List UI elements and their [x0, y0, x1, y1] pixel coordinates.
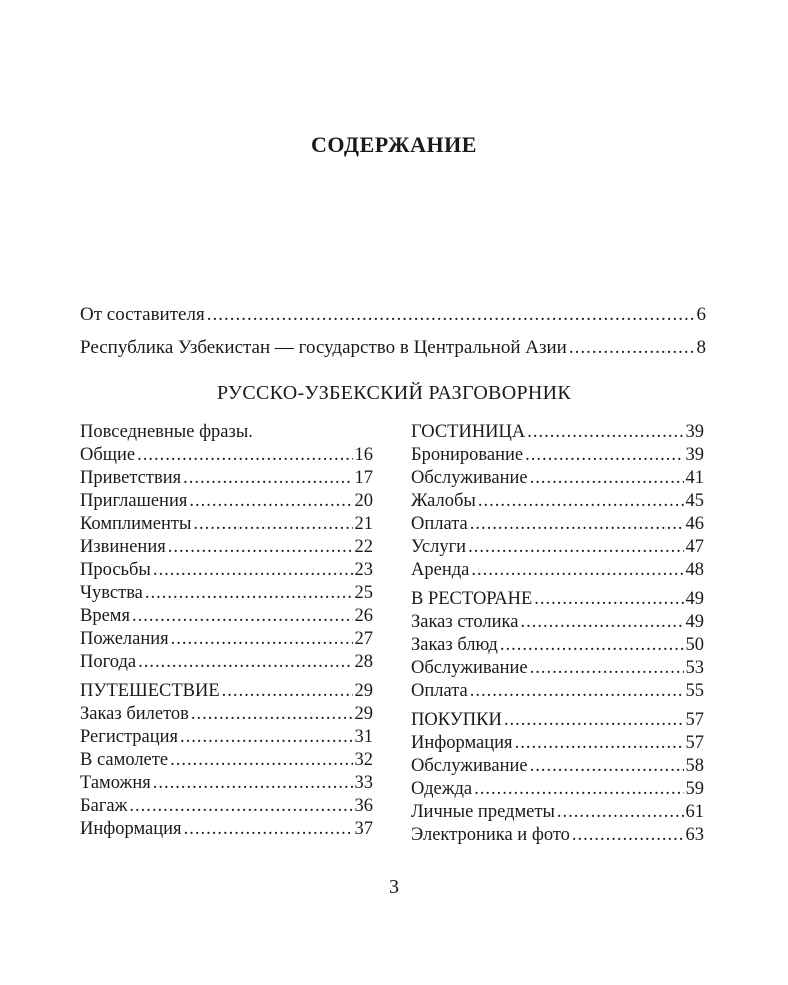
- leader-dots: [515, 732, 684, 755]
- leader-dots: [520, 611, 683, 634]
- leader-dots: [530, 657, 684, 680]
- toc-entry[interactable]: [411, 611, 704, 634]
- toc-entry-page: 6: [696, 304, 706, 325]
- toc-entry-page: 25: [354, 583, 373, 603]
- toc-entry[interactable]: [80, 818, 373, 841]
- toc-entry-label: Багаж: [80, 796, 128, 816]
- toc-entry[interactable]: [80, 490, 373, 513]
- toc-group-travel: [80, 680, 373, 841]
- toc-entry-uzbekistan[interactable]: [80, 331, 706, 364]
- toc-column-right: [411, 421, 704, 847]
- toc-entry[interactable]: [411, 824, 704, 847]
- leader-dots: [478, 490, 684, 513]
- leader-dots: [189, 490, 352, 513]
- leader-dots: [132, 605, 352, 628]
- toc-entry-label: Аренда: [411, 560, 470, 580]
- toc-entry-label: Приглашения: [80, 491, 188, 511]
- toc-group-header: Повседневные фразы.: [80, 422, 253, 442]
- toc-entry[interactable]: [411, 680, 704, 703]
- leader-dots: [184, 818, 353, 841]
- toc-entry[interactable]: [80, 605, 373, 628]
- toc-entry[interactable]: [80, 795, 373, 818]
- leader-dots: [180, 726, 352, 749]
- leader-dots: [470, 680, 684, 703]
- toc-entry[interactable]: [80, 467, 373, 490]
- toc-entry-page: 57: [685, 733, 704, 753]
- leader-dots: [153, 559, 353, 582]
- leader-dots: [527, 421, 683, 444]
- leader-dots: [137, 444, 352, 467]
- toc-entry-label: Погода: [80, 652, 137, 672]
- toc-column-left: [80, 421, 373, 841]
- toc-entry[interactable]: [411, 490, 704, 513]
- toc-entry-page: 23: [354, 560, 373, 580]
- toc-entry-label: ПОКУПКИ: [411, 710, 502, 730]
- toc-entry-label: Таможня: [80, 773, 151, 793]
- page-number: 3: [389, 876, 399, 898]
- toc-entry-label: Пожелания: [80, 629, 169, 649]
- toc-entry-page: 55: [685, 681, 704, 701]
- toc-entry-label: Общие: [80, 445, 136, 465]
- leader-dots: [534, 588, 683, 611]
- toc-entry-label: Время: [80, 606, 131, 626]
- toc-entry-page: 20: [354, 491, 373, 511]
- toc-entry-label: Услуги: [411, 537, 467, 557]
- toc-entry-page: 16: [354, 445, 373, 465]
- leader-dots: [129, 795, 352, 818]
- toc-entry-label: От составителя: [80, 304, 205, 325]
- toc-entry-page: 47: [685, 537, 704, 557]
- toc-entry[interactable]: [80, 726, 373, 749]
- toc-entry-label: Одежда: [411, 779, 473, 799]
- leader-dots: [557, 801, 684, 824]
- toc-entry[interactable]: [411, 634, 704, 657]
- toc-entry-label: В РЕСТОРАНЕ: [411, 589, 533, 609]
- toc-entry-label: Республика Узбекистан — государство в Центральной Азии: [80, 337, 567, 358]
- leader-dots: [468, 536, 683, 559]
- toc-entry[interactable]: [80, 628, 373, 651]
- toc-entry-page: 32: [354, 750, 373, 770]
- toc-entry-page: 22: [354, 537, 373, 557]
- toc-entry-page: 45: [685, 491, 704, 511]
- leader-dots: [170, 749, 352, 772]
- toc-entry-page: 50: [685, 635, 704, 655]
- toc-entry[interactable]: [411, 732, 704, 755]
- leader-dots: [474, 778, 683, 801]
- section-title: РУССКО-УЗБЕКСКИЙ РАЗГОВОРНИК: [216, 382, 571, 404]
- leader-dots: [572, 824, 684, 847]
- toc-entry-label: Жалобы: [411, 491, 476, 511]
- toc-entry[interactable]: [411, 444, 704, 467]
- toc-entry-label: Заказ блюд: [411, 635, 498, 655]
- toc-entry-page: 27: [354, 629, 373, 649]
- toc-entry-label: Комплименты: [80, 514, 192, 534]
- toc-entry[interactable]: [411, 778, 704, 801]
- toc-entry-label: Чувства: [80, 583, 143, 603]
- toc-entry-page: 48: [685, 560, 704, 580]
- toc-entry[interactable]: [411, 657, 704, 680]
- toc-entry-page: 58: [685, 756, 704, 776]
- leader-dots: [183, 467, 352, 490]
- toc-entry[interactable]: [80, 513, 373, 536]
- toc-entry-label: Личные предметы: [411, 802, 555, 822]
- toc-entry[interactable]: [80, 749, 373, 772]
- page-title: СОДЕРЖАНИЕ: [311, 132, 477, 157]
- toc-entry-label: Бронирование: [411, 445, 524, 465]
- toc-entry[interactable]: [411, 755, 704, 778]
- toc-entry-page: 53: [685, 658, 704, 678]
- toc-entry-label: Обслуживание: [411, 468, 528, 488]
- leader-dots: [530, 755, 684, 778]
- toc-entry-label: ПУТЕШЕСТВИЕ: [80, 681, 220, 701]
- toc-entry[interactable]: [80, 680, 373, 703]
- toc-entry-page: 41: [685, 468, 704, 488]
- toc-entry-page: 63: [685, 825, 704, 845]
- leader-dots: [145, 582, 353, 605]
- preface-list: [80, 298, 706, 364]
- toc-entry-label: Электроника и фото: [411, 825, 570, 845]
- toc-group-shopping: [411, 709, 704, 847]
- toc-entry-label: Извинения: [80, 537, 166, 557]
- toc-entry[interactable]: [80, 651, 373, 674]
- toc-entry-label: Обслуживание: [411, 756, 528, 776]
- toc-entry-label: Обслуживание: [411, 658, 528, 678]
- toc-entry-page: 31: [354, 727, 373, 747]
- toc-entry-page: 39: [685, 422, 704, 442]
- toc-entry-preface[interactable]: [80, 298, 706, 331]
- toc-entry-label: Оплата: [411, 514, 468, 534]
- toc-entry-label: В самолете: [80, 750, 169, 770]
- toc-entry[interactable]: [411, 709, 704, 732]
- toc-entry[interactable]: [411, 559, 704, 582]
- leader-dots: [525, 444, 683, 467]
- toc-entry-label: Оплата: [411, 681, 468, 701]
- toc-entry[interactable]: [80, 536, 373, 559]
- toc-entry-label: Информация: [80, 819, 182, 839]
- leader-dots: [207, 298, 695, 331]
- toc-entry-label: Регистрация: [80, 727, 179, 747]
- leader-dots: [193, 513, 352, 536]
- toc-entry-page: 29: [354, 681, 373, 701]
- toc-entry[interactable]: [80, 559, 373, 582]
- toc-entry-page: 46: [685, 514, 704, 534]
- toc-entry-page: 17: [354, 468, 373, 488]
- leader-dots: [191, 703, 353, 726]
- leader-dots: [569, 331, 695, 364]
- toc-entry[interactable]: [411, 513, 704, 536]
- leader-dots: [222, 680, 353, 703]
- toc-entry-label: Заказ столика: [411, 612, 519, 632]
- leader-dots: [168, 536, 353, 559]
- leader-dots: [500, 634, 684, 657]
- toc-entry[interactable]: [80, 703, 373, 726]
- toc-entry-page: 61: [685, 802, 704, 822]
- toc-entry-label: Заказ билетов: [80, 704, 189, 724]
- toc-entry[interactable]: [411, 467, 704, 490]
- toc-entry[interactable]: [411, 536, 704, 559]
- toc-entry[interactable]: [80, 772, 373, 795]
- toc-entry[interactable]: [411, 421, 704, 444]
- toc-entry-page: 57: [685, 710, 704, 730]
- toc-entry[interactable]: [411, 801, 704, 824]
- toc-entry-page: 37: [354, 819, 373, 839]
- toc-group-hotel: [411, 421, 704, 582]
- toc-entry-page: 36: [354, 796, 373, 816]
- leader-dots: [153, 772, 353, 795]
- toc-entry-label: Информация: [411, 733, 513, 753]
- toc-entry-page: 29: [354, 704, 373, 724]
- toc-entry-label: ГОСТИНИЦА: [411, 422, 526, 442]
- toc-group-everyday: [80, 444, 373, 674]
- leader-dots: [138, 651, 352, 674]
- leader-dots: [530, 467, 684, 490]
- toc-entry-page: 39: [685, 445, 704, 465]
- toc-entry-page: 8: [696, 337, 706, 358]
- toc-group-restaurant: [411, 588, 704, 703]
- toc-entry-label: Просьбы: [80, 560, 151, 580]
- toc-entry-page: 26: [354, 606, 373, 626]
- toc-entry-label: Приветствия: [80, 468, 182, 488]
- toc-entry-page: 21: [354, 514, 373, 534]
- toc-entry-page: 59: [685, 779, 704, 799]
- toc-entry-page: 49: [685, 589, 704, 609]
- toc-entry-page: 33: [354, 773, 373, 793]
- leader-dots: [471, 559, 683, 582]
- leader-dots: [470, 513, 684, 536]
- toc-entry[interactable]: [80, 582, 373, 605]
- leader-dots: [171, 628, 353, 651]
- toc-entry-page: 28: [354, 652, 373, 672]
- toc-entry-page: 49: [685, 612, 704, 632]
- toc-entry[interactable]: [80, 444, 373, 467]
- toc-entry[interactable]: [411, 588, 704, 611]
- leader-dots: [504, 709, 684, 732]
